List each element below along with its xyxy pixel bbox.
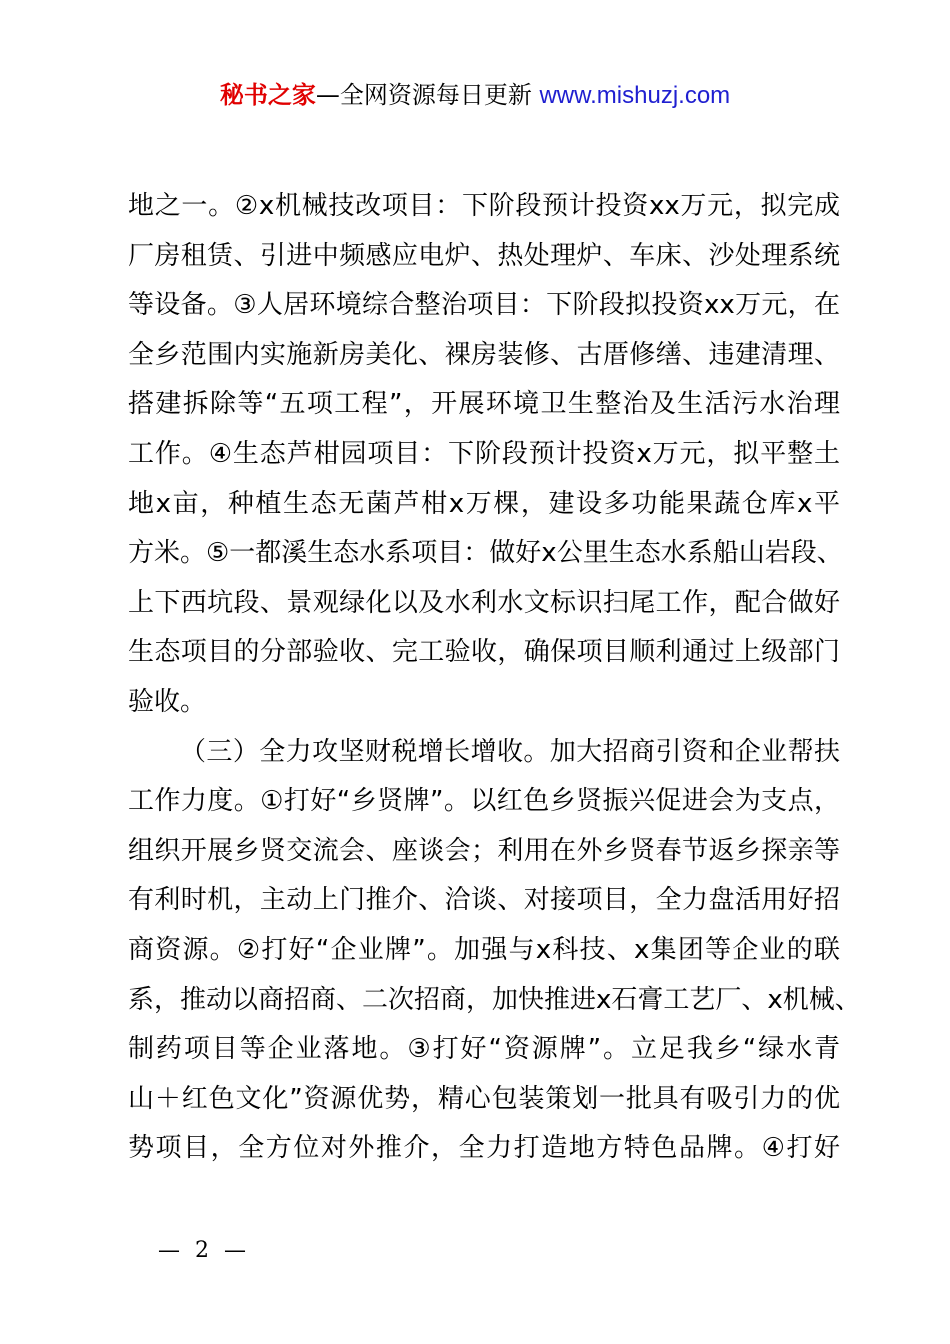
- brand-name: 秘书之家: [219, 81, 316, 109]
- text-line: 地x亩，种植生态无菌芦柑x万棵，建设多功能果蔬仓库x平: [128, 488, 840, 519]
- text-line: 工作力度。①打好“乡贤牌”。以红色乡贤振兴促进会为支点，: [128, 786, 840, 817]
- text-line: 验收。: [128, 686, 207, 717]
- page-number: — 2 —: [158, 1238, 250, 1263]
- paragraph-2: [128, 728, 861, 1174]
- text-line: 有利时机，主动上门推介、洽谈、对接项目，全力盘活用好招: [128, 885, 840, 916]
- text-line: 商资源。②打好“企业牌”。加强与x科技、x集团等企业的联: [128, 934, 840, 965]
- text-line: 势项目，全方位对外推介，全力打造地方特色品牌。④打好: [128, 1133, 840, 1164]
- text-line: 全乡范围内实施新房美化、裸房装修、古厝修缮、违建清理、: [128, 339, 840, 370]
- text-line: 上下西坑段、景观绿化以及水利水文标识扫尾工作，配合做好: [128, 587, 840, 618]
- text-line: 等设备。③人居环境综合整治项目：下阶段拟投资xx万元，在: [128, 290, 840, 321]
- text-line: 生态项目的分部验收、完工验收，确保项目顺利通过上级部门: [128, 637, 840, 668]
- text-line: 搭建拆除等“五项工程”，开展环境卫生整治及生活污水治理: [128, 389, 840, 420]
- site-url[interactable]: www.mishuzj.com: [539, 82, 731, 109]
- text-line: 方米。⑤一都溪生态水系项目：做好x公里生态水系船山岩段、: [128, 538, 843, 569]
- text-line: 工作。④生态芦柑园项目：下阶段预计投资x万元，拟平整土: [128, 438, 840, 469]
- text-line: 系，推动以商招商、二次招商，加快推进x石膏工艺厂、x机械、: [128, 984, 861, 1015]
- text-line: （三）全力攻坚财税增长增收。加大招商引资和企业帮扶: [180, 736, 840, 767]
- paragraph-1: [128, 182, 843, 728]
- document-body: [128, 182, 861, 1174]
- text-line: 组织开展乡贤交流会、座谈会；利用在外乡贤春节返乡探亲等: [128, 835, 840, 866]
- site-header: [0, 78, 950, 113]
- text-line: 山＋红色文化”资源优势，精心包装策划一批具有吸引力的优: [128, 1083, 840, 1114]
- text-line: 厂房租赁、引进中频感应电炉、热处理炉、车床、沙处理系统: [128, 240, 840, 271]
- text-line: 地之一。②x机械技改项目：下阶段预计投资xx万元，拟完成: [128, 191, 840, 221]
- text-line: 制药项目等企业落地。③打好“资源牌”。立足我乡“绿水青: [128, 1034, 840, 1065]
- header-tagline: —全网资源每日更新: [315, 81, 540, 109]
